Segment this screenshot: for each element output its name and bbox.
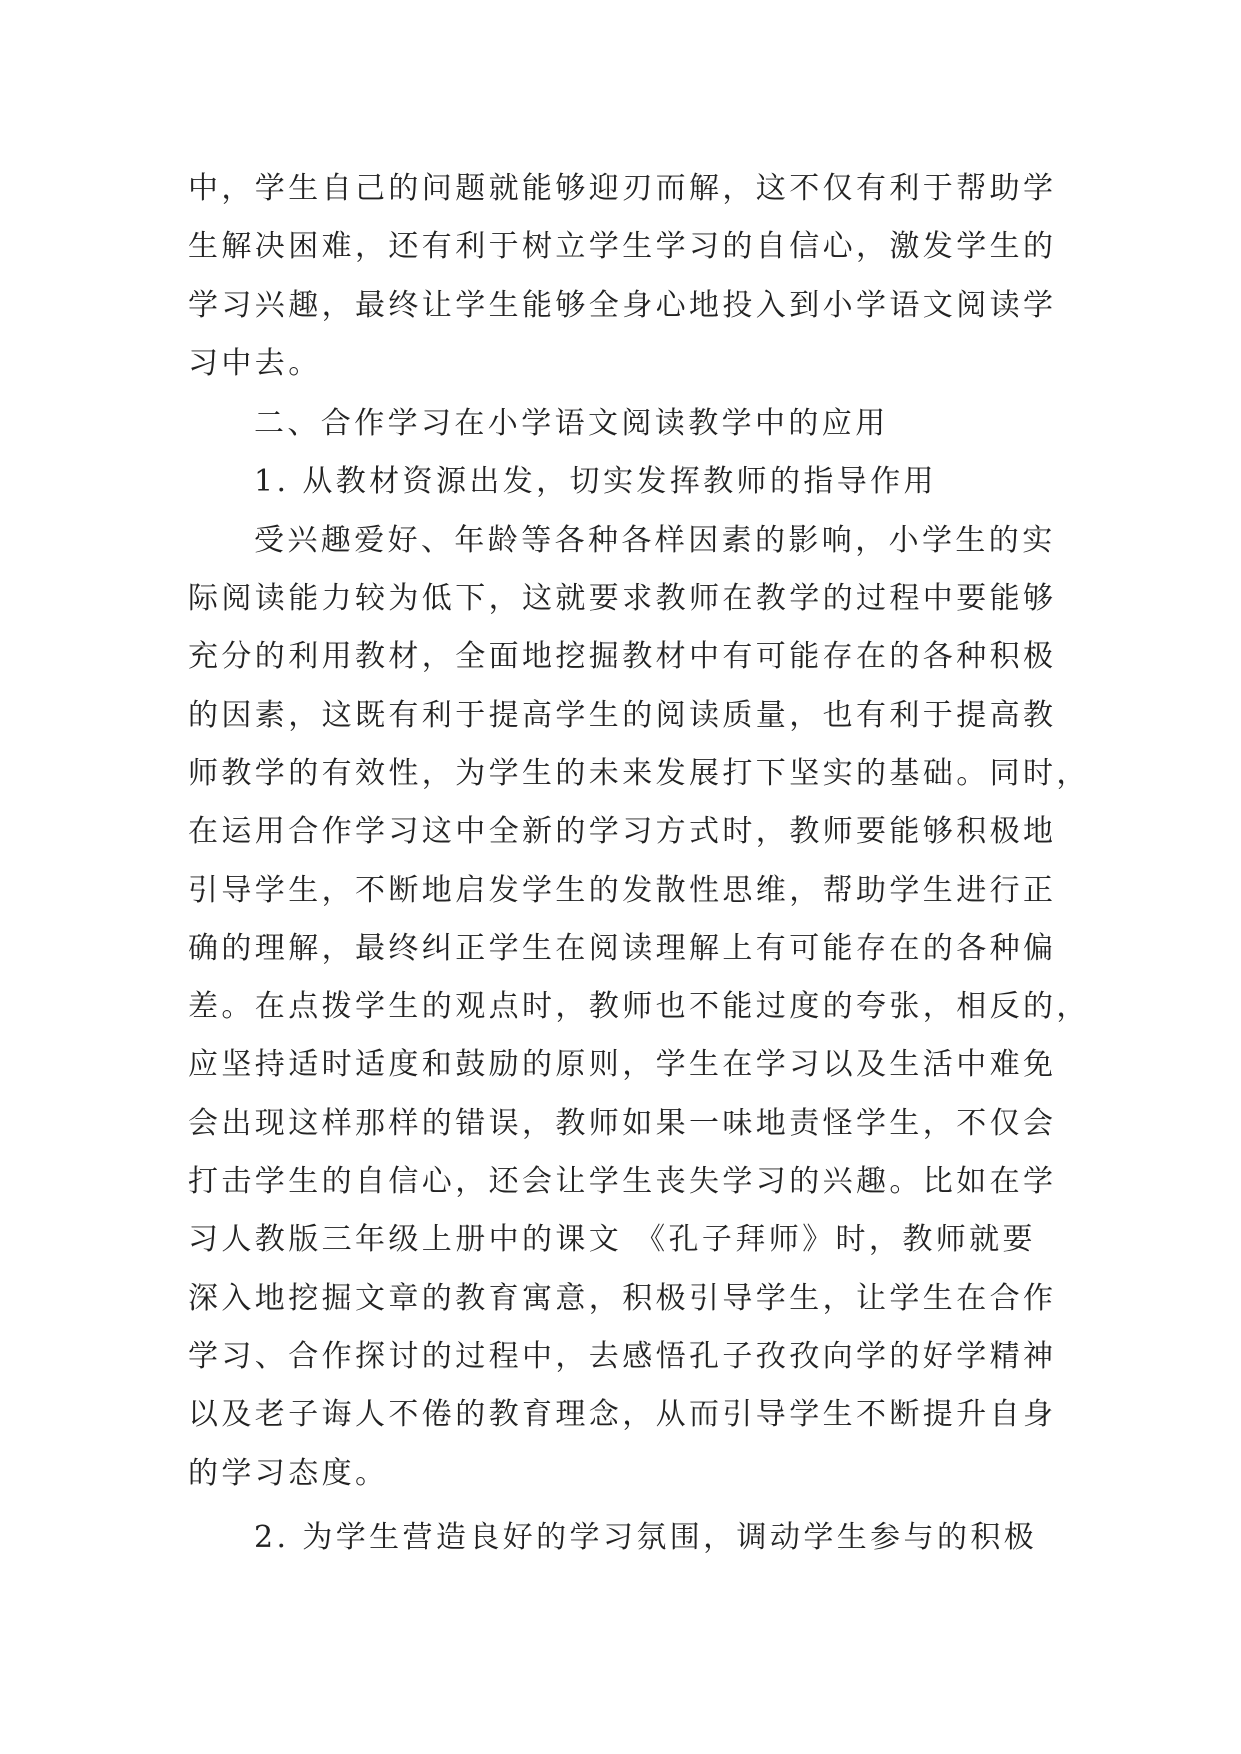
text-line: 受兴趣爱好、年龄等各种各样因素的影响，小学生的实: [254, 522, 1056, 558]
text-line: 中，学生自己的问题就能够迎刃而解，这不仅有利于帮助学: [188, 171, 1057, 206]
text-line: 会出现这样那样的错误，教师如果一味地责怪学生，不仅会: [188, 1105, 1057, 1141]
text-line: 学习兴趣，最终让学生能够全身心地投入到小学语文阅读学: [188, 287, 1057, 323]
text-line: 师教学的有效性，为学生的未来发展打下坚实的基础。同时，: [188, 755, 1090, 791]
text-line: 的因素，这既有利于提高学生的阅读质量，也有利于提高教: [188, 697, 1057, 733]
text-line: 打击学生的自信心，还会让学生丧失学习的兴趣。比如在学: [188, 1164, 1057, 1200]
subsection-heading: 1. 从教材资源出发，切实发挥教师的指导作用: [254, 464, 937, 500]
subsection-heading: 2. 为学生营造良好的学习氛围，调动学生参与的积极: [254, 1519, 1038, 1555]
document-body: [188, 160, 1090, 1567]
text-line: 际阅读能力较为低下，这就要求教师在教学的过程中要能够: [188, 581, 1057, 617]
text-line: 学习、合作探讨的过程中，去感悟孔子孜孜向学的好学精神: [188, 1338, 1057, 1374]
text-line: 深入地挖掘文章的教育寓意，积极引导学生，让学生在合作: [188, 1280, 1057, 1316]
text-line: 的学习态度。: [188, 1455, 389, 1491]
text-line: 在运用合作学习这中全新的学习方式时，教师要能够积极地: [188, 814, 1057, 850]
text-line: 确的理解，最终纠正学生在阅读理解上有可能存在的各种偏: [188, 930, 1057, 966]
text-line: 生解决困难，还有利于树立学生学习的自信心，激发学生的: [188, 229, 1057, 265]
text-line: 习中去。: [188, 345, 322, 381]
section-heading: 二、合作学习在小学语文阅读教学中的应用: [254, 406, 889, 442]
text-line: 应坚持适时适度和鼓励的原则，学生在学习以及生活中难免: [188, 1047, 1057, 1083]
text-line: 习人教版三年级上册中的课文 《孔子拜师》时，教师就要: [188, 1222, 1036, 1258]
text-line: 引导学生，不断地启发学生的发散性思维，帮助学生进行正: [188, 872, 1057, 908]
text-line: 充分的利用教材，全面地挖掘教材中有可能存在的各种积极: [188, 639, 1057, 675]
text-line: 以及老子诲人不倦的教育理念，从而引导学生不断提升自身: [188, 1397, 1057, 1433]
text-line: 差。在点拨学生的观点时，教师也不能过度的夸张，相反的，: [188, 989, 1090, 1025]
